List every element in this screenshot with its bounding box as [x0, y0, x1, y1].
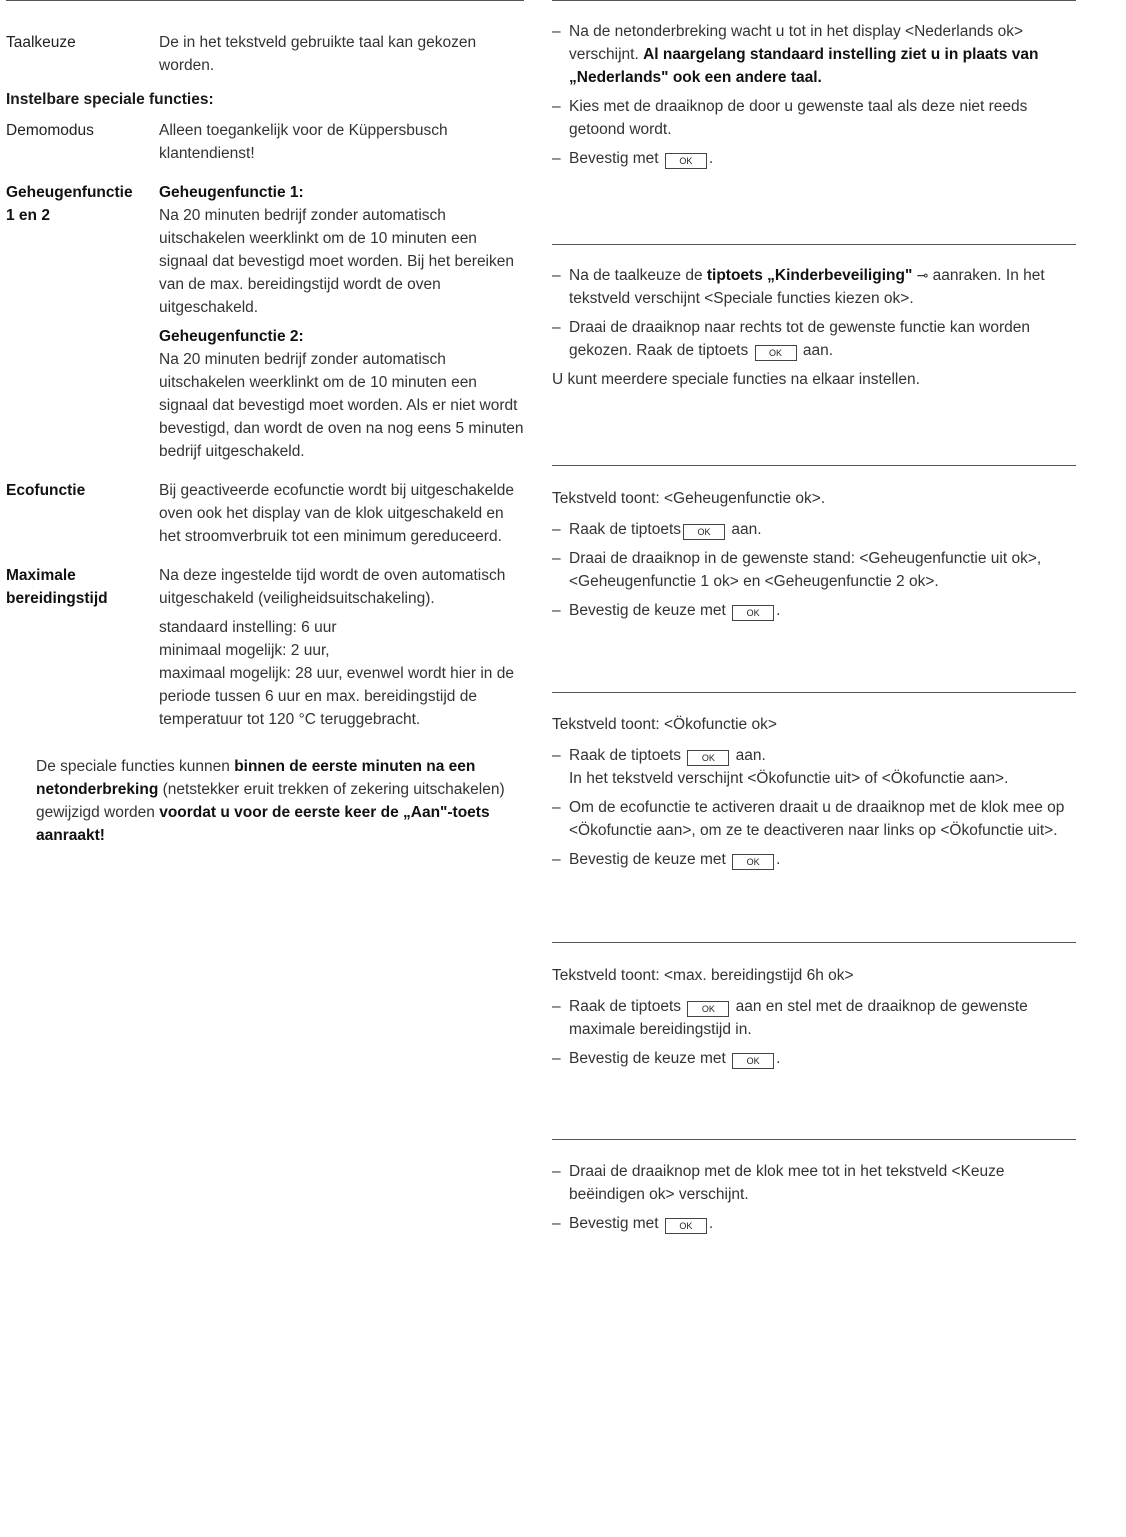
rule-2: [552, 465, 1076, 466]
max-step-2: [552, 1047, 1076, 1070]
right-column: [552, 0, 1076, 1232]
geheugen-1-text: Na 20 minuten bedrijf zonder automatisch uitschakelen weerklinkt om de 10 minuten een signaal dat bevestigd moet worden. Bij het bereiken van de max. bereidingstijd wordt de oven uitgeschakeld.: [159, 207, 514, 316]
netonderbreking-note: [36, 755, 524, 847]
section-oko: [552, 713, 1076, 877]
section-language: [552, 20, 1076, 176]
oko-step-3: [552, 848, 1076, 871]
max-desc-text: Na deze ingestelde tijd wordt de oven automatisch uitgeschakeld (veiligheidsuitschakeling).: [159, 567, 506, 607]
rule-1: [552, 244, 1076, 245]
left-column: [6, 0, 524, 847]
max-intro: Tekstveld toont: <max. bereidingstijd 6h ok>: [552, 967, 854, 984]
lang-step-1-bold: Al naargelang standaard instelling ziet u in plaats van „Nederlands" ook een andere taal.: [569, 46, 1039, 86]
max-step-1-end: aan en stel met de draaiknop de gewenste maximale bereidingstijd in.: [569, 998, 1028, 1038]
def-taalkeuze: [6, 31, 524, 77]
desc-ecofunctie: Bij geactiveerde ecofunctie wordt bij uitgeschakelde oven ook het display van de klok uitgeschakeld en het stroomverbruik tot een minimum gereduceerd.: [159, 482, 514, 545]
ok-key-icon: OK: [732, 605, 774, 621]
ok-key-icon: OK: [732, 854, 774, 870]
ok-key-icon: OK: [683, 524, 725, 540]
max-minimum: minimaal mogelijk: 2 uur,: [159, 642, 330, 659]
lang-step-3-text: Bevestig met: [569, 150, 659, 167]
select-step-2: [552, 316, 1076, 362]
select-step-1-bold: tiptoets „Kinderbeveiliging": [706, 267, 913, 284]
select-step-2-text: Draai de draaiknop naar rechts tot de gewenste functie kan worden gekozen. Raak de tiptoets: [569, 319, 1030, 359]
special-functions-heading: Instelbare speciale functies:: [6, 91, 214, 108]
note-text-2: (netstekker eruit trekken of zekering uitschakelen) gewijzigd worden: [36, 781, 505, 821]
geheugen-step-3: [552, 599, 1076, 622]
geheugen-step-2: [552, 547, 1076, 593]
ok-key-icon: OK: [755, 345, 797, 361]
def-demomodus: [6, 119, 524, 165]
top-rule-left: [6, 0, 524, 1]
desc-max-bereidingstijd: [159, 564, 524, 731]
end-step-2-end: .: [708, 1215, 714, 1232]
rule-3: [552, 692, 1076, 693]
dash: –: [552, 747, 561, 764]
note-bold-2: voordat u voor de eerste keer de „Aan"-toets aanraakt!: [36, 804, 490, 844]
section-end: [552, 1160, 1076, 1241]
select-step-1-end: aanraken. In het tekstveld verschijnt <Speciale functies kiezen ok>.: [569, 267, 1045, 307]
desc-taalkeuze: De in het tekstveld gebruikte taal kan gekozen worden.: [159, 34, 477, 74]
desc-geheugenfunctie: [159, 181, 524, 463]
geheugen-intro: Tekstveld toont: <Geheugenfunctie ok>.: [552, 490, 826, 507]
max-step-2-text: Bevestig de keuze met: [569, 1050, 726, 1067]
def-max-bereidingstijd: [6, 564, 524, 731]
geheugen-step-1-end: aan.: [731, 521, 762, 538]
dash: –: [552, 1050, 561, 1067]
end-step-2-text: Bevestig met: [569, 1215, 659, 1232]
dash: –: [552, 851, 561, 868]
dash: –: [552, 23, 561, 40]
geheugen-step-2-text: Draai de draaiknop in de gewenste stand: <Geheugenfunctie uit ok>, <Geheugenfunctie 1 ok> en <Geheugenfunctie 2 ok>.: [569, 550, 1042, 590]
term-taalkeuze: Taalkeuze: [6, 34, 76, 51]
max-step-1: [552, 995, 1076, 1041]
dash: –: [552, 550, 561, 567]
ok-key-icon: OK: [665, 153, 707, 169]
max-maximum: maximaal mogelijk: 28 uur, evenwel wordt hier in de periode tussen 6 uur en max. bereidingstijd de temperatuur tot 120 °C teruggebracht.: [159, 665, 514, 728]
geheugen-step-3-end: .: [776, 602, 781, 619]
lang-step-2-text: Kies met de draaiknop de door u gewenste taal als deze niet reeds getoond wordt.: [569, 98, 1028, 138]
term-max-bereidingstijd: Maximale bereidingstijd: [6, 567, 108, 607]
ok-key-icon: OK: [732, 1053, 774, 1069]
oko-intro: Tekstveld toont: <Ökofunctie ok>: [552, 716, 777, 733]
lang-step-1: [552, 20, 1076, 89]
lang-step-3-end: .: [708, 150, 714, 167]
dash: –: [552, 267, 561, 284]
end-step-2: [552, 1212, 1076, 1235]
dash: –: [552, 1215, 561, 1232]
note-text-1: De speciale functies kunnen: [36, 758, 235, 775]
dash: –: [552, 799, 561, 816]
dash: –: [552, 998, 561, 1015]
oko-step-2: [552, 796, 1076, 842]
geheugen-2-text: Na 20 minuten bedrijf zonder automatisch uitschakelen weerklinkt om de 10 minuten een signaal dat bevestigd moet worden. Als er niet wordt bevestigd, dan wordt de oven na nog eens 5 minuten bedrijf uitgeschakeld.: [159, 351, 524, 460]
end-step-1: [552, 1160, 1076, 1206]
select-note: U kunt meerdere speciale functies na elkaar instellen.: [552, 371, 920, 388]
term-demomodus: Demomodus: [6, 122, 94, 139]
oko-step-1-text: Raak de tiptoets: [569, 747, 682, 764]
rule-5: [552, 1139, 1076, 1140]
term-ecofunctie: Ecofunctie: [6, 482, 86, 499]
term-geheugenfunctie: Geheugenfunctie 1 en 2: [6, 184, 133, 224]
desc-demomodus: Alleen toegankelijk voor de Küppersbusch klantendienst!: [159, 122, 448, 162]
ok-key-icon: OK: [687, 1001, 729, 1017]
geheugen-step-1: [552, 518, 1076, 541]
max-step-2-end: .: [776, 1050, 781, 1067]
dash: –: [552, 150, 561, 167]
ok-key-icon: OK: [665, 1218, 707, 1234]
max-step-1-text: Raak de tiptoets: [569, 998, 682, 1015]
ok-key-icon: OK: [687, 750, 729, 766]
select-step-1: [552, 264, 1076, 310]
max-standard: standaard instelling: 6 uur: [159, 619, 337, 636]
top-rule-right: [552, 0, 1076, 1]
lang-step-3: [552, 147, 1076, 170]
def-ecofunctie: [6, 479, 524, 548]
section-geheugen: [552, 487, 1076, 628]
dash: –: [552, 602, 561, 619]
oko-step-3-text: Bevestig de keuze met: [569, 851, 726, 868]
child-lock-key-icon: ⊸: [916, 267, 929, 283]
oko-step-2-text: Om de ecofunctie te activeren draait u de draaiknop met de klok mee op <Ökofunctie aan>, om ze te deactiveren naar links op <Ökofunctie uit>.: [569, 799, 1065, 839]
oko-step-1-end: aan.: [735, 747, 766, 764]
section-select-functions: [552, 264, 1076, 399]
oko-step-3-end: .: [776, 851, 781, 868]
rule-4: [552, 942, 1076, 943]
geheugen-1-title: Geheugenfunctie 1:: [159, 184, 304, 201]
note-bold-1: binnen de eerste minuten na een netonderbreking: [36, 758, 476, 798]
end-step-1-text: Draai de draaiknop met de klok mee tot in het tekstveld <Keuze beëindigen ok> verschijnt.: [569, 1163, 1005, 1203]
dash: –: [552, 319, 561, 336]
lang-step-2: [552, 95, 1076, 141]
dash: –: [552, 1163, 561, 1180]
select-step-1-text: Na de taalkeuze de: [569, 267, 707, 284]
select-step-2-end: aan.: [802, 342, 834, 359]
dash: –: [552, 98, 561, 115]
def-geheugenfunctie: [6, 181, 524, 463]
section-max-time: [552, 964, 1076, 1076]
oko-step-1: [552, 744, 1076, 790]
geheugen-step-3-text: Bevestig de keuze met: [569, 602, 726, 619]
dash: –: [552, 521, 561, 538]
geheugen-step-1-text: Raak de tiptoets: [569, 521, 682, 538]
lang-step-1-text: Na de netonderbreking wacht u tot in het display <Nederlands ok> verschijnt.: [569, 23, 1024, 63]
geheugen-2-title: Geheugenfunctie 2:: [159, 328, 304, 345]
oko-step-1-result: In het tekstveld verschijnt <Ökofunctie uit> of <Ökofunctie aan>.: [569, 770, 1009, 787]
